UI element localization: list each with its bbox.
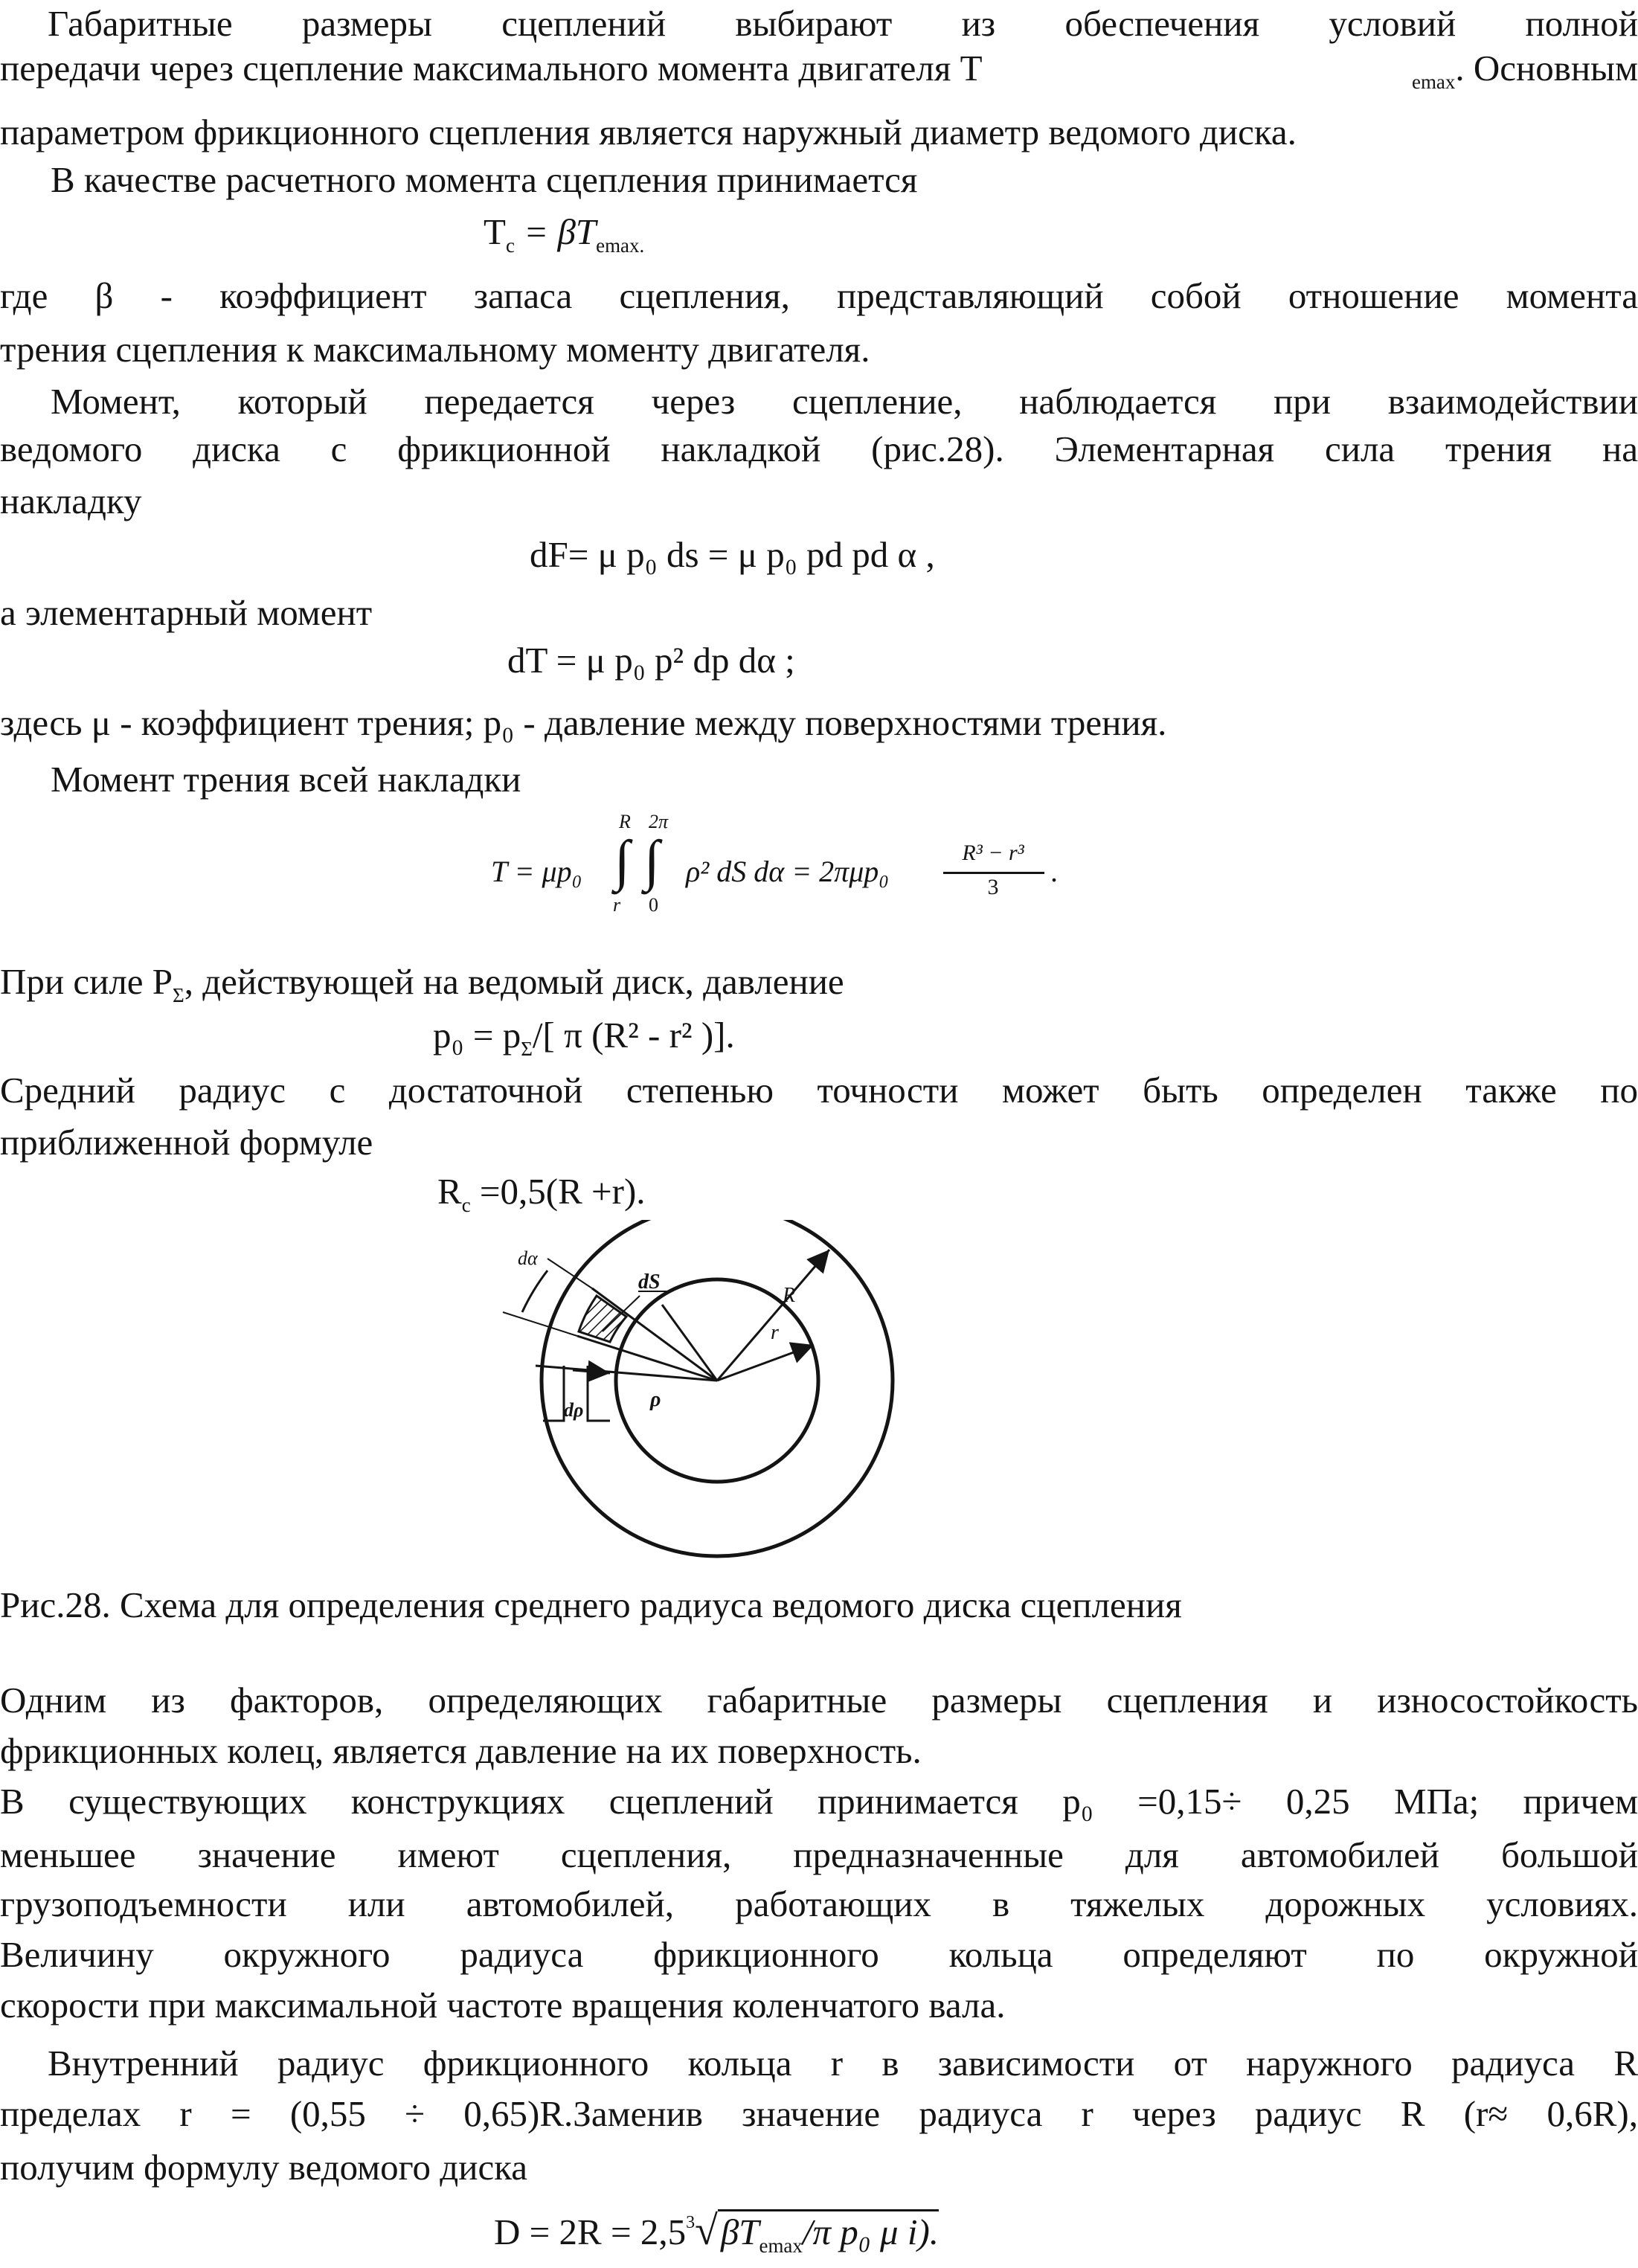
- formula-part: /[ π (R² - r² )].: [532, 1015, 735, 1056]
- text-line: Момент, который передается через сцепление, наблюдается при взаимодействии: [51, 381, 1638, 422]
- integral-lower-limit: r: [613, 894, 621, 916]
- label-rho: ρ: [650, 1388, 661, 1411]
- integral-upper-limit: R: [619, 811, 631, 832]
- subscript: c: [461, 1193, 471, 1216]
- text-line: Средний радиус с достаточной степенью точности может быть определен также по: [0, 1070, 1638, 1111]
- label-ds: dS: [638, 1270, 661, 1294]
- formula-df: dF= μ p₀ ds = μ p₀ pd pd α ,: [530, 534, 935, 575]
- text-fragment: [1412, 46, 1638, 104]
- formula-part: D = 2R = 2,5: [494, 2211, 687, 2252]
- ds-element: [579, 1296, 626, 1342]
- text-line: меньшее значение имеют сцепления, предназначенные для автомобилей большой: [0, 1834, 1638, 1875]
- figure-28-disc-diagram: [491, 1220, 982, 1562]
- integral-sign: ∫: [614, 829, 630, 892]
- formula-part: R: [437, 1171, 462, 1212]
- formula-part: βT: [720, 2211, 759, 2252]
- formula-part: p₀ = p: [433, 1015, 521, 1056]
- text-line: ведомого диска с фрикционной накладкой (рис.28). Элементарная сила трения на: [0, 428, 1638, 469]
- text-line: пределах r = (0,55 ÷ 0,65)R.Заменив значение радиуса r через радиус R (r≈ 0,6R),: [0, 2093, 1638, 2134]
- formula-part: =0,5(R +r).: [470, 1171, 646, 1212]
- text-fragment: передачи через сцепление максимального момента двигателя T: [0, 48, 983, 89]
- subscript: Σ: [173, 983, 184, 1006]
- subscript: c: [505, 234, 515, 257]
- text-line: а элементарный момент: [0, 592, 373, 633]
- outer-circle: [542, 1220, 893, 1556]
- subscript: emax: [1412, 70, 1456, 93]
- formula-dt: dT = μ p₀ p² dp dα ;: [507, 640, 795, 681]
- text-line: получим формулу ведомого диска: [0, 2147, 528, 2188]
- text-line: где β - коэффициент запаса сцепления, представляющий собой отношение момента: [0, 275, 1638, 316]
- subscript: Σ: [521, 1037, 533, 1060]
- formula-part: = βT: [514, 211, 597, 252]
- text-line: Величину окружного радиуса фрикционного кольца определяют по окружной: [0, 1934, 1638, 1975]
- formula-part: ρ² dS dα = 2πμp₀: [686, 855, 890, 888]
- text-line: параметром фрикционного сцепления является наружный диаметр ведомого диска.: [0, 112, 1297, 152]
- label-R: R: [783, 1284, 796, 1307]
- fraction-bar: [943, 872, 1044, 874]
- subscript: emax.: [596, 234, 645, 257]
- subscript: emax: [759, 2234, 803, 2257]
- text-line: приближенной формуле: [0, 1122, 373, 1163]
- text-line: В качестве расчетного момента сцепления принимается: [51, 159, 918, 200]
- text-line: здесь μ - коэффициент трения; p₀ - давление между поверхностями трения.: [0, 702, 1167, 743]
- label-r: r: [771, 1321, 779, 1344]
- radicand: [718, 2209, 940, 2257]
- dalpha-arc: [522, 1270, 547, 1312]
- text-line: Момент трения всей накладки: [51, 759, 521, 800]
- figure-caption: Рис.28. Схема для определения среднего радиуса ведомого диска сцепления: [0, 1584, 1182, 1625]
- formula-part: T = μp₀: [491, 855, 582, 888]
- integral-upper-limit: 2π: [649, 811, 669, 832]
- formula-rc: [437, 1169, 1638, 1227]
- text-fragment: При силе P: [0, 961, 173, 1002]
- text-line: скорости при максимальной частоте вращения коленчатого вала.: [0, 1985, 1006, 2026]
- formula-p0: [433, 1013, 1638, 1071]
- leader-line: [503, 1312, 577, 1336]
- text-fragment: . Основным: [1455, 48, 1638, 89]
- text-line: [0, 960, 1638, 1018]
- text-line: накладку: [0, 481, 142, 521]
- text-fragment: , действующей на ведомый диск, давление: [184, 961, 844, 1002]
- label-drho: dρ: [564, 1399, 584, 1421]
- fraction-denominator: 3: [987, 875, 999, 899]
- text-line: грузоподъемности или автомобилей, работающих в тяжелых дорожных условиях.: [0, 1883, 1638, 1924]
- formula-part: T: [484, 211, 506, 252]
- text-line: фрикционных колец, является давление на их поверхность.: [0, 1730, 922, 1771]
- root-index: 3: [686, 2213, 696, 2232]
- formula-part: /π p₀ μ i).: [802, 2211, 940, 2252]
- formula-part: .: [1050, 855, 1058, 888]
- integral-sign: ∫: [644, 829, 660, 892]
- text-line: [0, 46, 1638, 104]
- fraction-numerator: R³ − r³: [962, 841, 1024, 865]
- text-line: Одним из факторов, определяющих габаритные размеры сцепления и износостойкость: [0, 1680, 1638, 1721]
- formula-tc: [484, 210, 1638, 268]
- text-line: В существующих конструкциях сцеплений принимается p₀ =0,15÷ 0,25 МПа; причем: [0, 1781, 1638, 1822]
- integral-lower-limit: 0: [649, 894, 658, 916]
- text-line: трения сцепления к максимальному моменту двигателя.: [0, 329, 870, 370]
- formula-integral: [491, 811, 1160, 915]
- label-dalpha: dα: [518, 1247, 538, 1269]
- text-line: Габаритные размеры сцеплений выбирают из обеспечения условий полной: [48, 3, 1638, 44]
- formula-diameter: [494, 2200, 1163, 2268]
- ray-line: [662, 1305, 717, 1381]
- radical-sign: √: [695, 2208, 718, 2254]
- text-line: Внутренний радиус фрикционного кольца r в зависимости от наружного радиуса R: [48, 2043, 1638, 2084]
